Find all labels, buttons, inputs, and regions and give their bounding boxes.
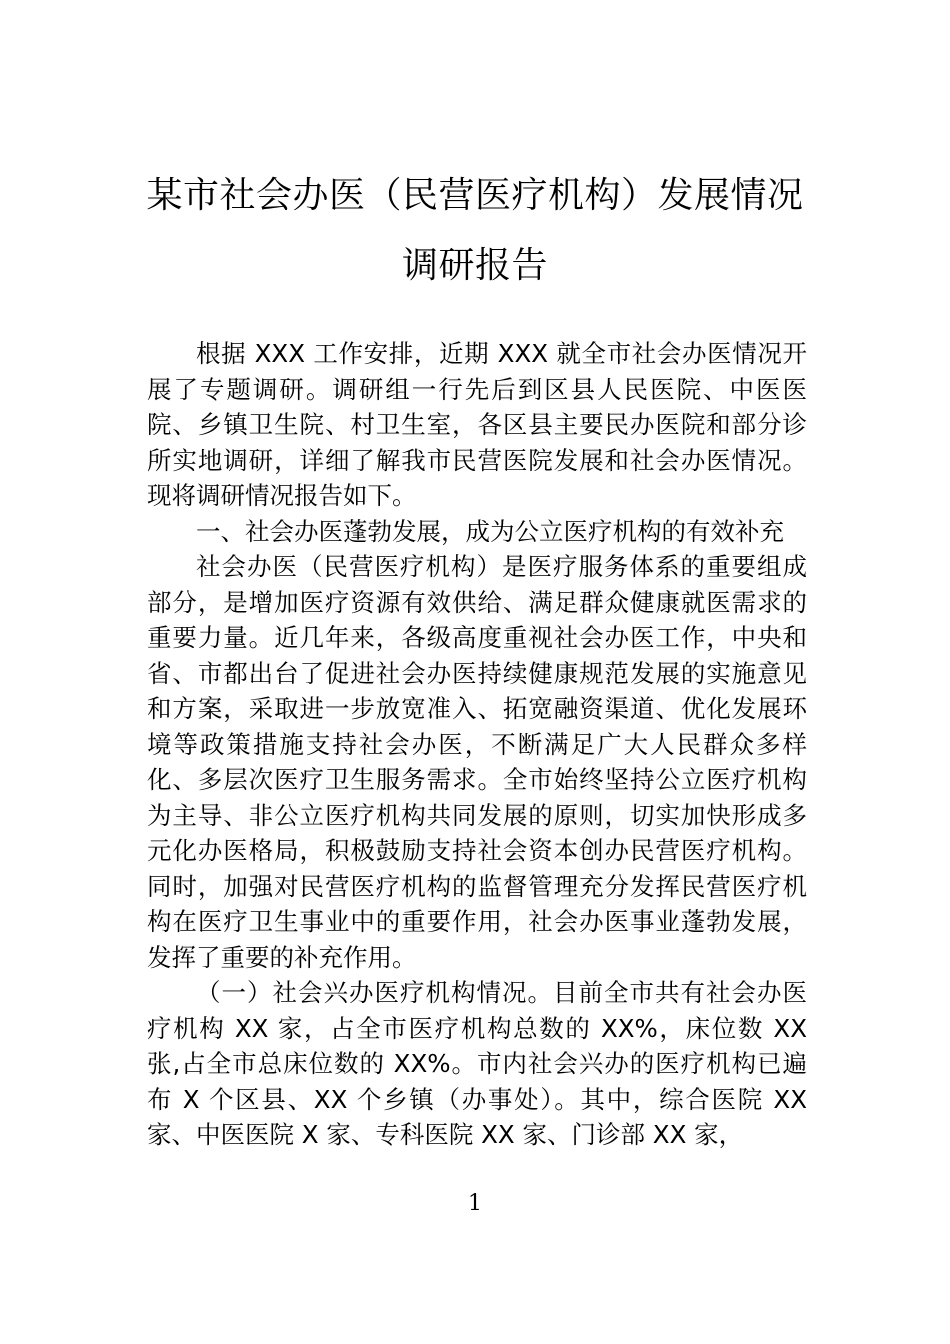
document-title-line-2: 调研报告 [401,245,548,286]
document-title-line-1: 某市社会办医（民营医疗机构）发展情况 [146,175,804,216]
page-number: 1 [468,1191,482,1216]
paragraph-section-1: 社会办医（民营医疗机构）是医疗服务体系的重要组成部分，是增加医疗资源有效供给、满足群众健康就医需求的重要力量。近几年来，各级高度重视社会办医工作，中央和省、市都出台了促进社会办医持续健康规范发展的实施意见和方案，采取进一步放宽准入、拓宽融资渠道、优化发展环境等政策措施支持社会办医，不断满足广大人民群众多样化、多层次医疗卫生服务需求。全市始终坚持公立医疗机构为主导、非公立医疗机构共同发展的原则，切实加快形成多元化办医格局，积极鼓励支持社会资本创办民营医疗机构。同时，加强对民营医疗机构的监督管理充分发挥民营医疗机构在医疗卫生事业中的重要作用，社会办医事业蓬勃发展，发挥了重要的补充作用。 [147,552,807,972]
paragraph-intro: 根据 XXX 工作安排，近期 XXX 就全市社会办医情况开展了专题调研。调研组一行先后到区县人民医院、中医医院、乡镇卫生院、村卫生室，各区县主要民办医院和部分诊所实地调研，详细了解我市民营医院发展和社会办医情况。现将调研情况报告如下。 [147,339,807,510]
section-heading-1: 一、社会办医蓬勃发展，成为公立医疗机构的有效补充 [196,516,784,546]
document-body [147,336,807,1153]
paragraph-subsection-1: （一）社会兴办医疗机构情况。目前全市共有社会办医疗机构 XX 家，占全市医疗机构总数的 XX%，床位数 XX 张,占全市总床位数的 XX%。市内社会兴办的医疗机构已遍布 X 个区县、XX 个乡镇（办事处）。其中，综合医院 XX 家、中医医院 X 家、专科医院 XX 家、门诊部 XX 家， [147,978,807,1149]
